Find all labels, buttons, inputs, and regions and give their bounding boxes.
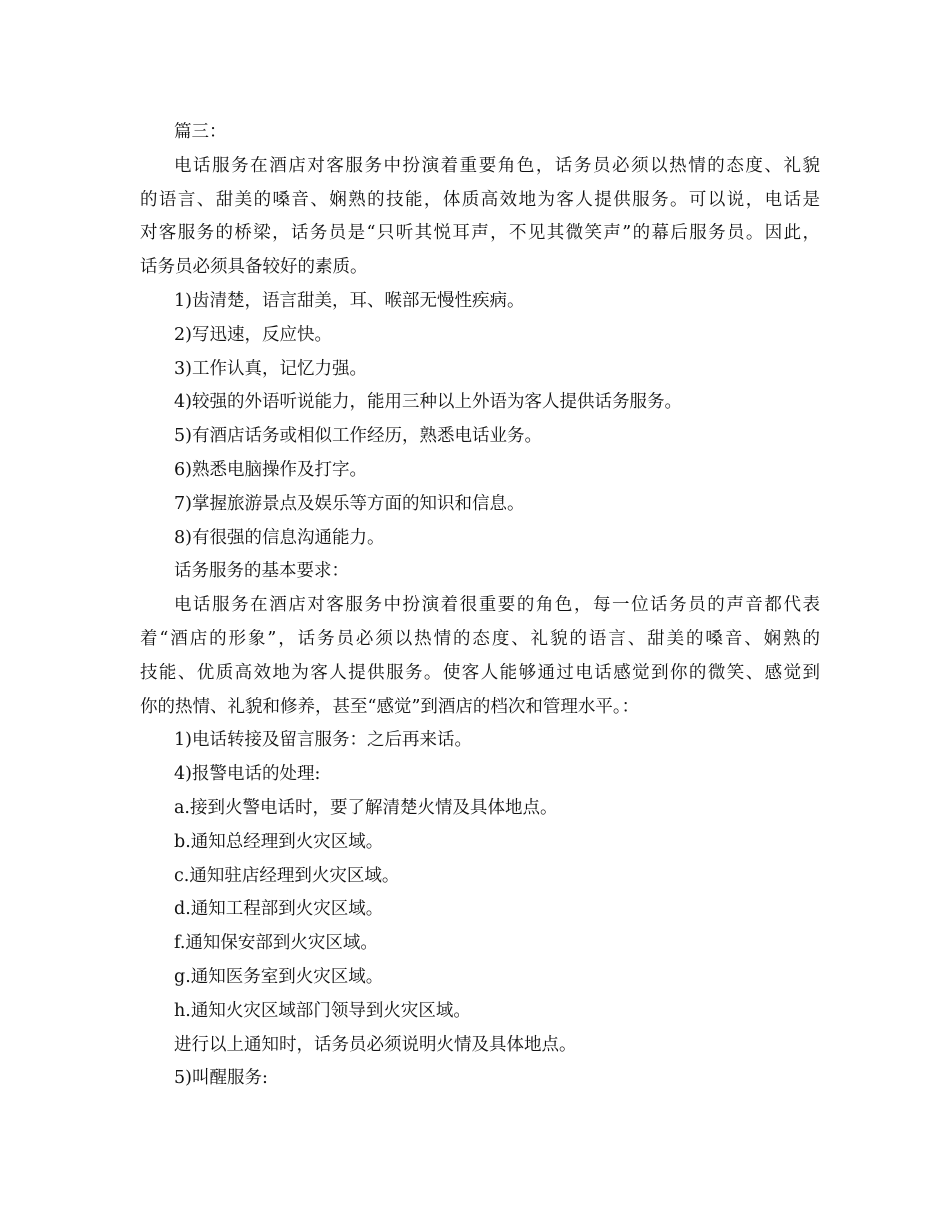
- list-item: 6)熟悉电脑操作及打字。: [174, 459, 367, 480]
- document-body: [140, 116, 820, 1096]
- paragraph-line: 对客服务的桥梁，话务员是“只听其悦耳声，不见其微笑声”的幕后服务员。因此，: [140, 223, 820, 244]
- list-item: d.通知工程部到火灾区域。: [174, 899, 384, 920]
- list-item: g.通知医务室到火灾区域。: [174, 966, 384, 987]
- intro-paragraph: [140, 150, 820, 285]
- list-item: 7)掌握旅游景点及娱乐等方面的知识和信息。: [174, 493, 525, 514]
- list-item: f.通知保安部到火灾区域。: [174, 933, 378, 954]
- list-item: 3)工作认真，记忆力强。: [174, 358, 367, 379]
- list-item: 2)写迅速，反应快。: [174, 324, 332, 345]
- service-item: 1)电话转接及留言服务：之后再来话。: [174, 730, 472, 751]
- list-item: 1)齿清楚，语言甜美，耳、喉部无慢性疾病。: [174, 290, 525, 311]
- alarm-note: 进行以上通知时，话务员必须说明火情及具体地点。: [174, 1034, 577, 1055]
- paragraph-line: 的语言、甜美的嗓音、娴熟的技能，体质高效地为客人提供服务。可以说，电话是: [140, 189, 820, 210]
- service-paragraph: [140, 589, 820, 724]
- service-item: 5)叫醒服务:: [174, 1068, 268, 1089]
- requirements-list: [140, 285, 820, 555]
- list-item: a.接到火警电话时，要了解清楚火情及具体地点。: [174, 797, 558, 818]
- paragraph-line: 话务员必须具备较好的素质。: [140, 257, 368, 278]
- alarm-steps-list: [140, 792, 820, 1029]
- paragraph-line: 着“酒店的形象”，话务员必须以热情的态度、礼貌的语言、甜美的嗓音、娴熟的: [140, 628, 820, 649]
- service-item: 4)报警电话的处理:: [174, 764, 321, 785]
- paragraph-line: 技能、优质高效地为客人提供服务。使客人能够通过电话感觉到你的微笑、感觉到: [140, 662, 820, 683]
- subheading: 话务服务的基本要求：: [174, 561, 349, 582]
- list-item: b.通知总经理到火灾区域。: [174, 831, 384, 852]
- list-item: 5)有酒店话务或相似工作经历，熟悉电话业务。: [174, 426, 542, 447]
- list-item: 4)较强的外语听说能力，能用三种以上外语为客人提供话务服务。: [174, 392, 682, 413]
- paragraph-line: 电话服务在酒店对客服务中扮演着很重要的角色，每一位话务员的声音都代表: [174, 595, 820, 616]
- paragraph-line: 电话服务在酒店对客服务中扮演着重要角色，话务员必须以热情的态度、礼貌: [174, 155, 820, 176]
- list-item: c.通知驻店经理到火灾区域。: [174, 865, 400, 886]
- list-item: 8)有很强的信息沟通能力。: [174, 527, 385, 548]
- list-item: h.通知火灾区域部门领导到火灾区域。: [174, 1000, 471, 1021]
- section-heading: 篇三：: [174, 122, 227, 142]
- paragraph-line: 你的热情、礼貌和修养，甚至“感觉”到酒店的档次和管理水平。：: [140, 696, 640, 717]
